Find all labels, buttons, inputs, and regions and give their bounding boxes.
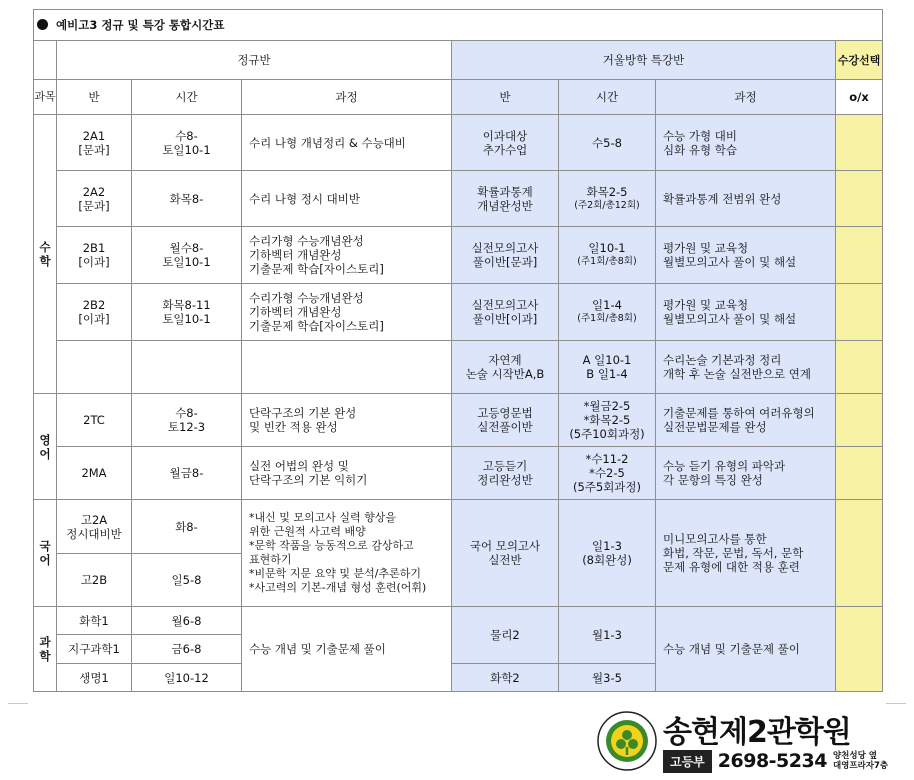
winter-header: 거울방학 특강반 bbox=[452, 41, 836, 80]
table-row bbox=[34, 227, 883, 284]
title-row bbox=[34, 10, 883, 41]
math-time: 화목8-11 토일10-1 bbox=[132, 284, 242, 341]
winter-time: A 일10-1 B 일1-4 bbox=[559, 341, 656, 394]
academy-name: 송현제2관학원 bbox=[663, 715, 851, 750]
winter-class: 실전모의고사 풀이반[이과] bbox=[452, 284, 559, 341]
math-course: 수리 나형 정시 대비반 bbox=[242, 171, 452, 227]
academy-contact bbox=[663, 750, 888, 772]
math-course: 수리가형 수능개념완성 기하벡터 개념완성 기출문제 학습[자이스토리] bbox=[242, 227, 452, 284]
winter-class: 확률과통계 개념완성반 bbox=[452, 171, 559, 227]
winter-course-header: 과정 bbox=[656, 80, 836, 115]
korean-class: 고2B bbox=[57, 554, 132, 607]
english-time: 월금8- bbox=[132, 447, 242, 500]
table-row bbox=[34, 115, 883, 171]
winter-time: 일10-1 (주1회/총8회) bbox=[559, 227, 656, 284]
winter-course: 수리논술 기본과정 정리 개학 후 논술 실전반으로 연계 bbox=[656, 341, 836, 394]
winter-course: 평가원 및 교육청 월별모의고사 풀이 및 해설 bbox=[656, 284, 836, 341]
page-title bbox=[34, 10, 883, 41]
winter-class: 물리2 bbox=[452, 607, 559, 664]
winter-class: 이과대상 추가수업 bbox=[452, 115, 559, 171]
winter-time: 월1-3 bbox=[559, 607, 656, 664]
winter-time-header: 시간 bbox=[559, 80, 656, 115]
select-cell[interactable] bbox=[836, 500, 883, 607]
department-badge: 고등부 bbox=[663, 750, 712, 773]
math-course: 수리가형 수능개념완성 기하벡터 개념완성 기출문제 학습[자이스토리] bbox=[242, 284, 452, 341]
english-course: 단락구조의 기본 완성 및 빈칸 적용 완성 bbox=[242, 394, 452, 447]
winter-course: 확률과통계 전범위 완성 bbox=[656, 171, 836, 227]
phone-number: 2698-5234 bbox=[717, 750, 827, 772]
math-time: 수8- 토일10-1 bbox=[132, 115, 242, 171]
english-time: 수8- 토12-3 bbox=[132, 394, 242, 447]
science-course: 수능 개념 및 기출문제 풀이 bbox=[242, 607, 452, 692]
winter-class: 화학2 bbox=[452, 664, 559, 692]
english-course: 실전 어법의 완성 및 단락구조의 기본 익히기 bbox=[242, 447, 452, 500]
table-row bbox=[34, 447, 883, 500]
korean-time: 화8- bbox=[132, 500, 242, 554]
math-class: 2B1 [이과] bbox=[57, 227, 132, 284]
select-cell[interactable] bbox=[836, 341, 883, 394]
math-time: 월수8- 토일10-1 bbox=[132, 227, 242, 284]
class-header: 반 bbox=[57, 80, 132, 115]
winter-time: 일1-4 (주1회/총8회) bbox=[559, 284, 656, 341]
timetable-sheet bbox=[33, 9, 882, 692]
winter-class: 실전모의고사 풀이반[문과] bbox=[452, 227, 559, 284]
bullet-icon bbox=[37, 19, 48, 30]
winter-time: *월금2-5 *화목2-5 (5주10회과정) bbox=[559, 394, 656, 447]
math-class bbox=[57, 341, 132, 394]
math-class: 2A2 [문과] bbox=[57, 171, 132, 227]
header-blank bbox=[34, 41, 57, 80]
science-class: 생명1 bbox=[57, 664, 132, 692]
winter-time: *수11-2 *수2-5 (5주5회과정) bbox=[559, 447, 656, 500]
winter-course: 수능 가형 대비 심화 유형 학습 bbox=[656, 115, 836, 171]
header-row-2 bbox=[34, 80, 883, 115]
math-time bbox=[132, 341, 242, 394]
science-class: 화학1 bbox=[57, 607, 132, 635]
korean-time: 일5-8 bbox=[132, 554, 242, 607]
table-row bbox=[34, 394, 883, 447]
winter-class: 자연계 논술 시작반A,B bbox=[452, 341, 559, 394]
math-time: 화목8- bbox=[132, 171, 242, 227]
winter-course: 미니모의고사를 통한 화법, 작문, 문법, 독서, 문학 문제 유형에 대한 적용 훈련 bbox=[656, 500, 836, 607]
academy-logo bbox=[597, 709, 897, 775]
math-class: 2A1 [문과] bbox=[57, 115, 132, 171]
science-time: 일10-12 bbox=[132, 664, 242, 692]
corner-mark bbox=[886, 703, 906, 704]
address: 양천성당 옆 대영프라자7층 bbox=[832, 751, 889, 771]
corner-mark bbox=[8, 703, 28, 704]
winter-course: 수능 개념 및 기출문제 풀이 bbox=[656, 607, 836, 692]
select-cell[interactable] bbox=[836, 607, 883, 692]
academy-seal-icon bbox=[597, 711, 657, 771]
table-row bbox=[34, 607, 883, 635]
table-row bbox=[34, 284, 883, 341]
math-course bbox=[242, 341, 452, 394]
winter-time: 일1-3 (8회완성) bbox=[559, 500, 656, 607]
korean-class: 고2A 정시대비반 bbox=[57, 500, 132, 554]
ox-header: o/x bbox=[836, 80, 883, 115]
subject-science: 과학 bbox=[34, 607, 57, 692]
winter-class: 고등듣기 정리완성반 bbox=[452, 447, 559, 500]
winter-class-header: 반 bbox=[452, 80, 559, 115]
winter-time: 수5-8 bbox=[559, 115, 656, 171]
course-header: 과정 bbox=[242, 80, 452, 115]
english-class: 2TC bbox=[57, 394, 132, 447]
select-cell[interactable] bbox=[836, 447, 883, 500]
english-class: 2MA bbox=[57, 447, 132, 500]
select-cell[interactable] bbox=[836, 394, 883, 447]
winter-time: 월3-5 bbox=[559, 664, 656, 692]
winter-course: 기출문제를 통하여 여러유형의 실전문법문제를 완성 bbox=[656, 394, 836, 447]
header-row-1 bbox=[34, 41, 883, 80]
subject-header: 과목 bbox=[34, 80, 57, 115]
select-header: 수강선택 bbox=[836, 41, 883, 80]
timetable bbox=[33, 9, 883, 692]
table-row bbox=[34, 341, 883, 394]
winter-class: 국어 모의고사 실전반 bbox=[452, 500, 559, 607]
select-cell[interactable] bbox=[836, 171, 883, 227]
science-time: 월6-8 bbox=[132, 607, 242, 635]
winter-course: 수능 듣기 유형의 파악과 각 문항의 특징 완성 bbox=[656, 447, 836, 500]
select-cell[interactable] bbox=[836, 284, 883, 341]
subject-korean: 국어 bbox=[34, 500, 57, 607]
math-class: 2B2 [이과] bbox=[57, 284, 132, 341]
regular-header: 정규반 bbox=[57, 41, 452, 80]
table-row bbox=[34, 500, 883, 554]
science-time: 금6-8 bbox=[132, 635, 242, 664]
subject-english: 영어 bbox=[34, 394, 57, 500]
select-cell[interactable] bbox=[836, 227, 883, 284]
table-row bbox=[34, 171, 883, 227]
winter-time: 화목2-5 (주2회/총12회) bbox=[559, 171, 656, 227]
time-header: 시간 bbox=[132, 80, 242, 115]
title-text: 예비고3 정규 및 특강 통합시간표 bbox=[56, 18, 225, 32]
science-class: 지구과학1 bbox=[57, 635, 132, 664]
math-course: 수리 나형 개념정리 & 수능대비 bbox=[242, 115, 452, 171]
winter-class: 고등영문법 실전풀이반 bbox=[452, 394, 559, 447]
korean-course: *내신 및 모의고사 실력 향상을 위한 근원적 사고력 배양 *문학 작품을 능동적으로 감상하고 표현하기 *비문학 지문 요약 및 분석/추론하기 *사고력의 기본-개념 형성 훈련(어휘) bbox=[242, 500, 452, 607]
winter-course: 평가원 및 교육청 월별모의고사 풀이 및 해설 bbox=[656, 227, 836, 284]
select-cell[interactable] bbox=[836, 115, 883, 171]
subject-math: 수학 bbox=[34, 115, 57, 394]
